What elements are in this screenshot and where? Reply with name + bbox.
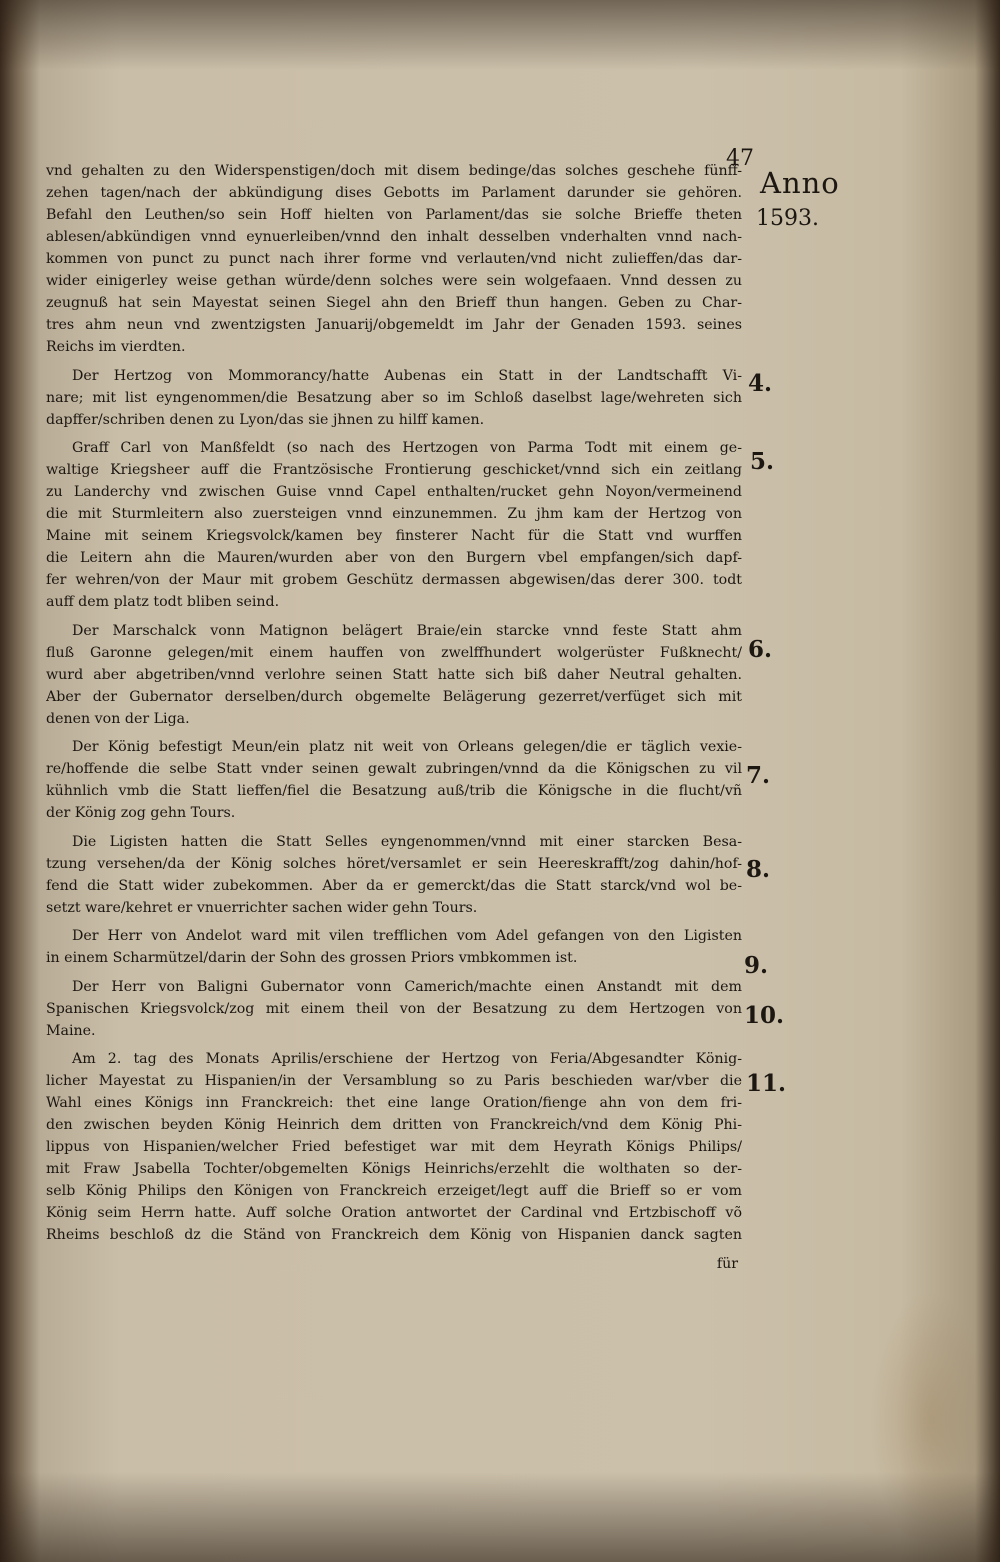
text-line: tres ahm neun vnd zwentzigsten Januarij/obgemeldt im Jahr der Genaden 1593. seines xyxy=(46,317,742,333)
text-line: mit Fraw Jsabella Tochter/obgemelten Königs Heinrichs/erzehlt die wolthaten so der- xyxy=(46,1161,742,1177)
text-line: vnd gehalten zu den Widerspenstigen/doch mit disem bedinge/das solches geschehe fünff- xyxy=(46,163,742,179)
body-text xyxy=(46,160,742,1275)
paragraph xyxy=(46,365,742,431)
margin-number: 8. xyxy=(746,856,771,883)
text-line: Der König befestigt Meun/ein platz nit weit von Orleans gelegen/die er täglich vexie- xyxy=(72,739,742,755)
text-line: nare; mit list eyngenommen/die Besatzung aber so im Schloß daselbst lage/wehreten sich xyxy=(46,389,742,406)
text-line: der König zog gehn Tours. xyxy=(46,805,236,821)
text-line: tzung versehen/da der König solches höret/versamlet er sein Heereskrafft/zog dahin/hof- xyxy=(46,855,742,872)
text-line: Befahl den Leuthen/so sein Hoff hielten von Parlament/das sie solche Brieffe theten xyxy=(46,207,742,223)
text-line: den zwischen beyden König Heinrich dem dritten von Franckreich/vnd dem König Phi- xyxy=(46,1117,742,1133)
text-line: Reichs im vierdten. xyxy=(46,339,186,355)
text-line: Wahl eines Königs inn Franckreich: thet eine lange Oration/fienge ahn von dem fri- xyxy=(46,1095,742,1111)
margin-number: 5. xyxy=(750,448,775,475)
text-line: wider einigerley weise gethan würde/denn solches were sein wolgefaaen. Vnnd dessen zu xyxy=(46,273,742,289)
text-line: setzt ware/kehret er vnuerrichter sachen wider gehn Tours. xyxy=(46,899,478,916)
text-line: Spanischen Kriegsvolck/zog mit einem theil von der Besatzung zu dem Hertzogen von xyxy=(46,1000,742,1017)
anno-heading: Anno xyxy=(760,166,840,200)
paragraph xyxy=(46,437,742,613)
text-line: kühnlich vmb die Statt lieffen/fiel die Besatzung auß/trib die Königsche in die flucht/vñ xyxy=(46,783,742,799)
text-line: auff dem platz todt bliben seind. xyxy=(46,594,280,610)
text-line: zeugnuß hat sein Mayestat seinen Siegel ahn den Brieff thun hangen. Geben zu Char- xyxy=(46,295,742,311)
text-line: König seim Herrn hatte. Auff solche Oration antwortet der Cardinal vnd Ertzbischoff võ xyxy=(46,1205,742,1221)
margin-number: 4. xyxy=(748,370,773,397)
text-line: fluß Garonne gelegen/mit einem hauffen von zwelffhundert wolgerüster Fußknecht/ xyxy=(46,644,742,661)
text-line: Der Marschalck vonn Matignon belägert Braie/ein starcke vnnd feste Statt ahm xyxy=(72,622,742,639)
text-line: Aber der Gubernator derselben/durch obgemelte Belägerung gezerret/verfüget sich mit xyxy=(46,688,742,705)
text-line: fer wehren/von der Maur mit grobem Geschütz dermassen abgewisen/das derer 300. todt xyxy=(46,572,742,588)
margin-number: 6. xyxy=(748,636,773,663)
text-line: kommen von punct zu punct nach ihrer forme vnd verlauten/vnd nicht zulieffen/das dar- xyxy=(46,251,742,267)
paragraph xyxy=(46,160,742,358)
text-line: re/hoffende die selbe Statt vnder seinen gewalt zubringen/vnnd da die Königschen zu vil xyxy=(46,761,742,777)
text-line: Am 2. tag des Monats Aprilis/erschiene der Hertzog von Feria/Abgesandter König- xyxy=(72,1051,742,1067)
paper-stain xyxy=(870,1290,990,1550)
text-line: Der Herr von Andelot ward mit vilen trefflichen vom Adel gefangen von den Ligisten xyxy=(72,928,742,944)
page-number: 47 xyxy=(726,146,754,171)
paragraph xyxy=(46,925,742,969)
text-line: in einem Scharmützel/darin der Sohn des grossen Priors vmbkommen ist. xyxy=(46,950,578,966)
text-line: selb König Philips den Königen von Franckreich erzeiget/legt auff die Brieff so er vom xyxy=(46,1183,742,1199)
margin-number: 9. xyxy=(744,952,769,979)
margin-number: 10. xyxy=(744,1002,785,1029)
text-line: zehen tagen/nach der abkündigung dises Gebotts im Parlament darunder sie gehören. xyxy=(46,185,742,201)
text-line: zu Landerchy vnd zwischen Guise vnnd Capel enthalten/rucket gehn Noyon/vermeinend xyxy=(46,484,742,500)
text-line: die Leitern ahn die Mauren/wurden aber von den Burgern vbel empfangen/sich dapf- xyxy=(46,550,742,566)
text-line: Der Hertzog von Mommorancy/hatte Aubenas ein Statt in der Landtschafft Vi- xyxy=(72,367,742,384)
margin-number: 7. xyxy=(746,762,771,789)
text-line: die mit Sturmleitern also zuersteigen vnnd einzunemmen. Zu jhm kam der Hertzog von xyxy=(46,506,742,522)
catchword: für xyxy=(716,1255,738,1272)
paragraph xyxy=(46,976,742,1042)
text-line: denen von der Liga. xyxy=(46,710,190,727)
paragraph xyxy=(46,736,742,824)
paragraph xyxy=(46,620,742,730)
text-line: dapffer/schriben denen zu Lyon/das sie jhnen zu hilff kamen. xyxy=(46,411,485,428)
text-line: licher Mayestat zu Hispanien/in der Versamblung so zu Paris beschieden war/vber die xyxy=(46,1073,742,1089)
text-line: Der Herr von Baligni Gubernator vonn Camerich/machte einen Anstandt mit dem xyxy=(72,978,742,995)
year-marginal: 1593. xyxy=(756,206,819,231)
text-line: Die Ligisten hatten die Statt Selles eyngenommen/vnnd mit einer starcken Besa- xyxy=(72,833,742,850)
margin-number: 11. xyxy=(746,1070,787,1097)
paragraph xyxy=(46,1048,742,1246)
text-line: ablesen/abkündigen vnnd eynuerleiben/vnnd den inhalt desselben vnderhalten vnnd nach- xyxy=(46,229,742,245)
text-line: wurd aber abgetriben/vnnd verlohre seinen Statt hatte sich biß daher Neutral gehalten. xyxy=(46,666,742,683)
text-line: Rheims beschloß dz die Ständ von Franckreich dem König von Hispanien danck sagten xyxy=(46,1227,742,1243)
text-line: Maine mit seinem Kriegsvolck/kamen bey finsterer Nacht für die Statt vnd wurffen xyxy=(46,528,742,544)
text-line: Graff Carl von Manßfeldt (so nach des Hertzogen von Parma Todt mit einem ge- xyxy=(72,440,742,456)
paragraph xyxy=(46,831,742,919)
text-line: lippus von Hispanien/welcher Fried befestiget war mit dem Heyrath Königs Philips/ xyxy=(46,1139,742,1155)
text-line: fend die Statt wider zubekommen. Aber da er gemerckt/das die Statt starck/vnd wol be- xyxy=(46,877,742,894)
text-line: Maine. xyxy=(46,1022,96,1039)
text-line: waltige Kriegsheer auff die Frantzösische Frontierung geschicket/vnnd sich ein zeitlang xyxy=(46,462,742,478)
